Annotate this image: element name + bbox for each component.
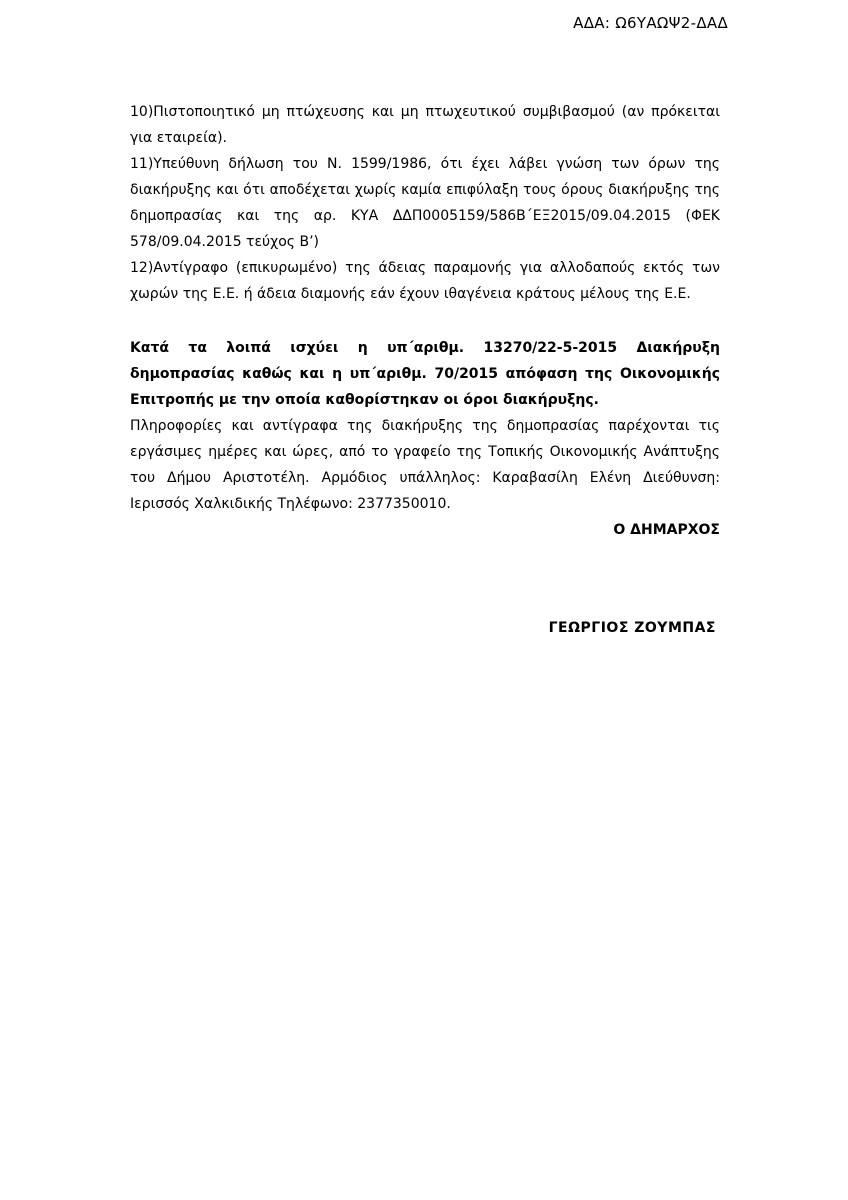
signature-name: ΓΕΩΡΓΙΟΣ ΖΟΥΜΠΑΣ (548, 620, 716, 636)
ada-code: ΑΔΑ: Ω6ΥΑΩΨ2-ΔΑΔ (573, 14, 728, 32)
document-body (130, 99, 720, 543)
requirement-item-10: 10)Πιστοποιητικό μη πτώχευσης και μη πτωχευτικού συμβιβασμού (αν πρόκειται για εταιρεία). (130, 104, 720, 146)
signature-title: Ο ΔΗΜΑΡΧΟΣ (613, 522, 720, 538)
requirement-item-12: 12)Αντίγραφο (επικυρωμένο) της άδειας παραμονής για αλλοδαπούς εκτός των χωρών της Ε.Ε. ή άδεια διαμονής εάν έχουν ιθαγένεια κράτους μέλους της Ε.Ε. (130, 260, 720, 302)
info-paragraph: Πληροφορίες και αντίγραφα της διακήρυξης της δημοπρασίας παρέχονται τις εργάσιμες ημέρες και ώρες, από το γραφείο της Τοπικής Οικονομικής Ανάπτυξης του Δήμου Αριστοτέλη. Αρμόδιος υπάλληλος: Καραβασίλη Ελένη Διεύθυνση: Ιερισσός Χαλκιδικής Τηλέφωνο: 2377350010. (130, 418, 720, 512)
notice-bold-paragraph: Κατά τα λοιπά ισχύει η υπ΄αριθμ. 13270/22-5-2015 Διακήρυξη δημοπρασίας καθώς και η υπ΄αριθμ. 70/2015 απόφαση της Οικονομικής Επιτροπής με την οποία καθορίστηκαν οι όροι διακήρυξης. (130, 340, 720, 408)
requirement-item-11: 11)Υπεύθυνη δήλωση του Ν. 1599/1986, ότι έχει λάβει γνώση των όρων της διακήρυξης και ότι αποδέχεται χωρίς καμία επιφύλαξη τους όρους διακήρυξης της δημοπρασίας και της αρ. ΚΥΑ ΔΔΠ0005159/586Β΄ΕΞ2015/09.04.2015 (ΦΕΚ 578/09.04.2015 τεύχος Β’) (130, 156, 720, 250)
